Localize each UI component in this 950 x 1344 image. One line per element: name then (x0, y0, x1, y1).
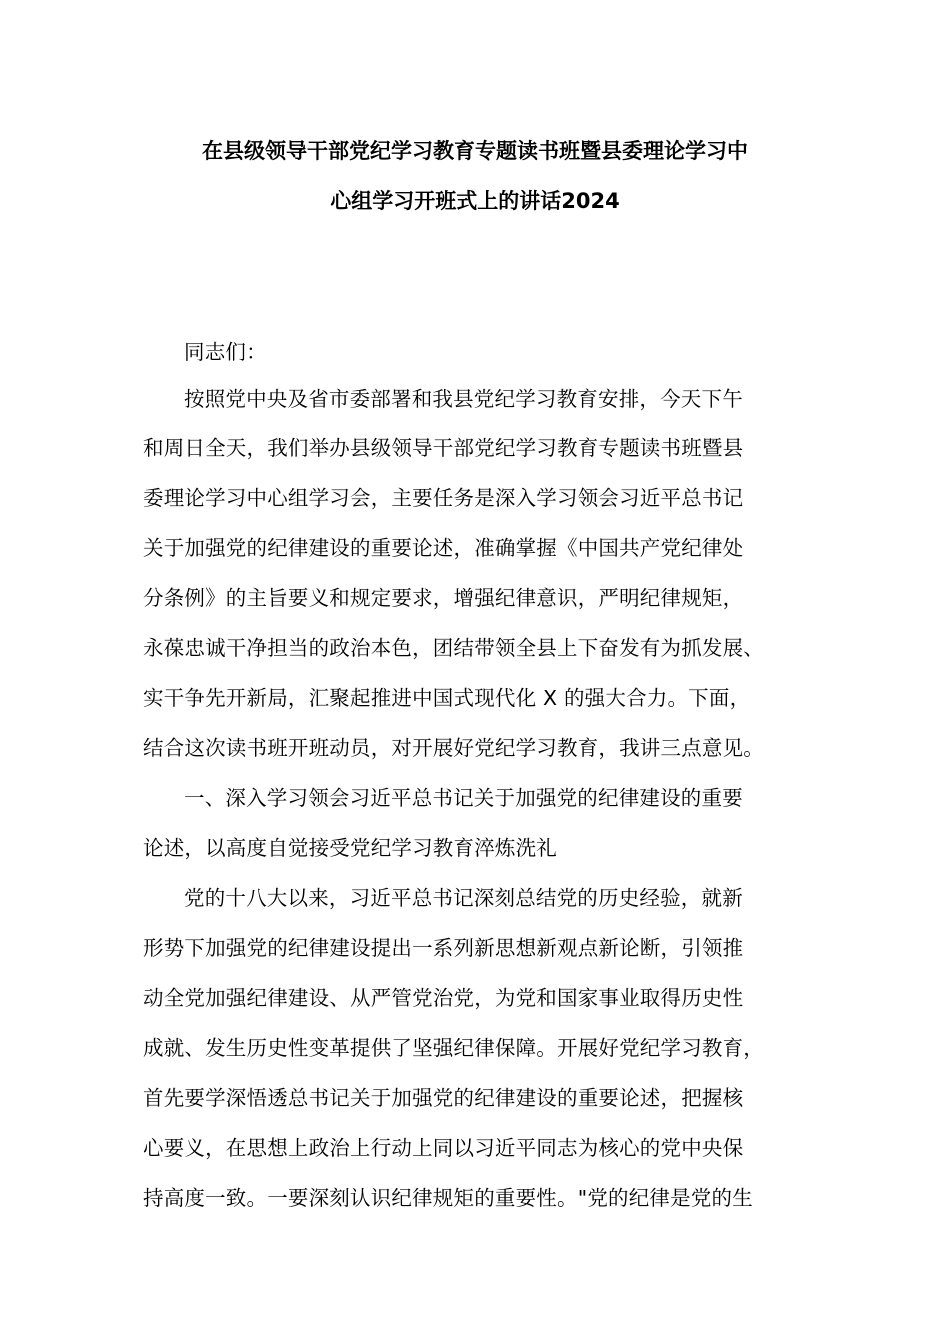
body-line-8: 结合这次读书班开班动员，对开展好党纪学习教育，我讲三点意见。 (143, 736, 764, 760)
body-line-4: 关于加强党的纪律建设的重要论述，准确掌握《中国共产党纪律处 (143, 536, 744, 560)
section-heading-line-1: 一、深入学习领会习近平总书记关于加强党的纪律建设的重要 (184, 786, 743, 810)
body-line-1: 按照党中央及省市委部署和我县党纪学习教育安排，今天下午 (184, 387, 743, 411)
section-heading-line-2: 论述，以高度自觉接受党纪学习教育淬炼洗礼 (143, 836, 557, 860)
body-line-12: 成就、发生历史性变革提供了坚强纪律保障。开展好党纪学习教育， (143, 1036, 764, 1060)
document-title-line-2: 心组学习开班式上的讲话2024 (330, 189, 620, 213)
body-line-6: 永葆忠诚干净担当的政治本色，团结带领全县上下奋发有为抓发展、 (143, 636, 764, 660)
document-title-line-1: 在县级领导干部党纪学习教育专题读书班暨县委理论学习中 (202, 139, 748, 163)
body-line-2: 和周日全天，我们举办县级领导干部党纪学习教育专题读书班暨县 (143, 436, 744, 460)
body-line-13: 首先要学深悟透总书记关于加强党的纪律建设的重要论述，把握核 (143, 1086, 744, 1110)
body-line-3: 委理论学习中心组学习会，主要任务是深入学习领会习近平总书记 (143, 486, 744, 510)
greeting: 同志们： (184, 340, 267, 364)
body-line-9: 党的十八大以来，习近平总书记深刻总结党的历史经验，就新 (184, 886, 743, 910)
body-line-10: 形势下加强党的纪律建设提出一系列新思想新观点新论断，引领推 (143, 936, 744, 960)
body-line-15: 持高度一致。一要深刻认识纪律规矩的重要性。"党的纪律是党的生 (143, 1186, 753, 1210)
body-line-5: 分条例》的主旨要义和规定要求，增强纪律意识，严明纪律规矩， (143, 586, 744, 610)
body-line-11: 动全党加强纪律建设、从严管党治党，为党和国家事业取得历史性 (143, 986, 744, 1010)
body-line-7: 实干争先开新局，汇聚起推进中国式现代化 X 的强大合力。下面， (143, 686, 751, 710)
body-line-14: 心要义，在思想上政治上行动上同以习近平同志为核心的党中央保 (143, 1136, 744, 1160)
